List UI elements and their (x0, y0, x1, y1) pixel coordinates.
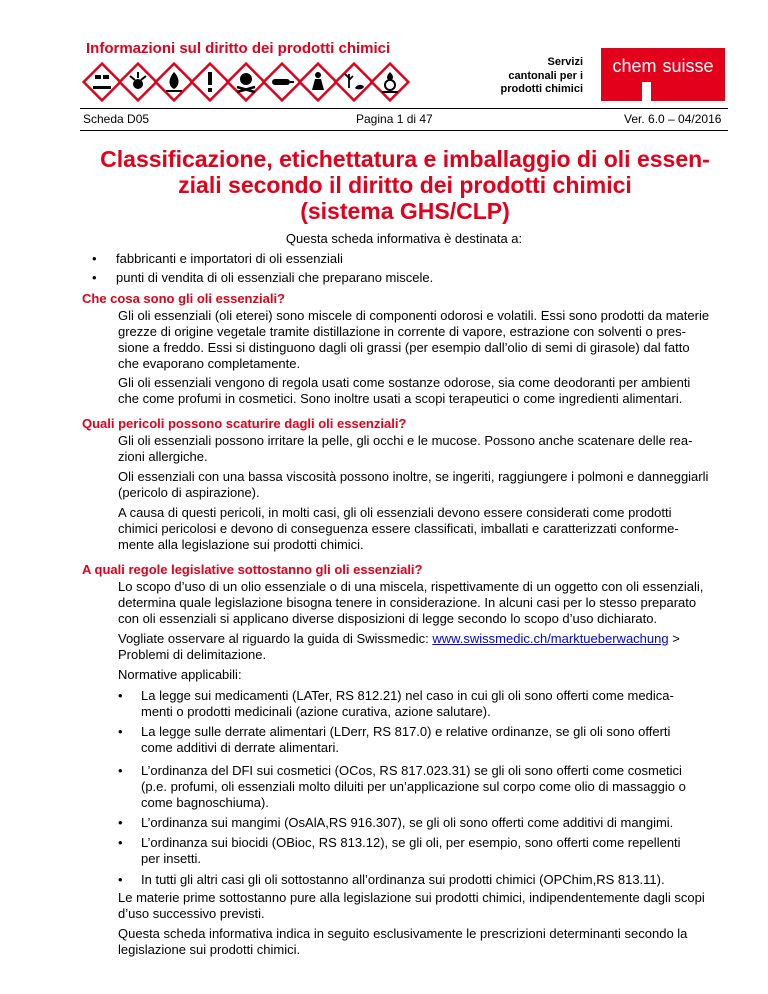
page-title: Classificazione, etichettatura e imballaggio di oli essen- ziali secondo il diritto dei prodotti chimici (sistema GHS/CLP) (100, 146, 710, 224)
version-label: Ver. 6.0 – 04/2016 (624, 112, 722, 126)
oxidizing-icon (372, 64, 409, 101)
health-hazard-icon (300, 64, 337, 101)
environment-icon (336, 64, 373, 101)
paragraph: Lo scopo d’uso di un olio essenziale o di una miscela, rispettivamente di un oggetto con oli essenziali, determina quale legislazione bisogna tenere in considerazione. In alcuni casi per lo stesso preparato con oli essenziali si applicano diverse disposizioni di legge secondo lo scopo d’uso dichiarato. (118, 579, 704, 626)
list-item: • L’ordinanza del DFI sui cosmetici (OCos, RS 817.023.31) se gli oli sono offerti come cosmetici (p.e. profumi, oli essenziali molto diluiti per un’applicazione sul corpo come olio di massaggio o come bagnoschiuma). (118, 763, 686, 810)
list-item: • L’ordinanza sui mangimi (OsAlA,RS 916.307), se gli oli sono offerti come additivi di mangimi. (118, 815, 674, 830)
cantonal-services-label: Servizi cantonali per i prodotti chimici (500, 56, 583, 95)
exclamation-icon (192, 64, 229, 101)
section-heading: Che cosa sono gli oli essenziali? (82, 291, 285, 306)
ghs-pictograms (82, 62, 432, 102)
list-item: • La legge sulle derrate alimentari (LDerr, RS 817.0) e relative ordinanze, se gli oli sono offerti come additivi di derrate alimentari. (118, 724, 671, 755)
list-item: • In tutti gli altri casi gli oli sottostanno all’ordinanza sui prodotti chimici (OPChim,RS 813.11). (118, 872, 665, 887)
paragraph: Oli essenziali con una bassa viscosità possono inoltre, se ingeriti, raggiungere i polmoni e danneggiarli (pericolo di aspirazione). (118, 469, 709, 500)
paragraph: A causa di questi pericoli, in molti casi, gli oli essenziali devono essere considerati come prodotti chimici pericolosi e devono di conseguenza essere classificati, imballati e caratterizzati conforme- mente alla legislazione sui prodotti chimici. (118, 505, 679, 552)
paragraph: Gli oli essenziali vengono di regola usati come sostanze odorose, sia come deodoranti per ambienti che come profumi in cosmetici. Sono inoltre usati a scopi terapeutici o come ingredienti alimentari. (118, 375, 691, 406)
section-heading: A quali regole legislative sottostanno gli oli essenziali? (82, 562, 423, 577)
section-heading: Quali pericoli possono scaturire dagli oli essenziali? (82, 416, 407, 431)
swissmedic-link[interactable]: www.swissmedic.ch/marktueberwachung (432, 631, 669, 646)
list-item: • La legge sui medicamenti (LATer, RS 812.21) nel caso in cui gli oli sono offerti come medica- menti o prodotti medicinali (azione curativa, azione salutare). (118, 688, 674, 719)
header-divider (80, 108, 728, 109)
gas-cylinder-icon (264, 64, 301, 101)
intro-text: Questa scheda informativa è destinata a: (285, 231, 523, 246)
chemsuisse-logo: chem suisse (601, 48, 725, 101)
paragraph: Le materie prime sottostanno pure alla legislazione sui prodotti chimici, indipendentemente dagli scopi d’uso successivo previsti. (118, 890, 705, 921)
flammable-icon (156, 64, 193, 101)
paragraph: Gli oli essenziali possono irritare la pelle, gli occhi e le mucose. Possono anche scatenare delle rea- zioni allergiche. (118, 433, 693, 464)
paragraph: Questa scheda informativa indica in seguito esclusivamente le prescrizioni determinanti secondo la legislazione sui prodotti chimici. (118, 926, 688, 957)
normative-label: Normative applicabili: (118, 667, 242, 682)
sheet-number: Scheda D05 (83, 112, 150, 126)
skull-icon (228, 64, 265, 101)
corrosion-icon (84, 64, 121, 101)
page-number: Pagina 1 di 47 (356, 112, 433, 126)
explosive-icon (120, 64, 157, 101)
paragraph: Gli oli essenziali (oli eterei) sono miscele di componenti odorosi e volatili. Essi sono prodotti da materie grezze di origine vegetale tramite distillazione in corrente di vapore, estrazione con solventi o pres- sione a freddo. Essi si distinguono dagli oli grassi (per esempio dall’olio di semi di girasole) dal fatto che evaporano completamente. (118, 308, 710, 371)
header-title: Informazioni sul diritto dei prodotti chimici (86, 40, 391, 57)
paragraph: Vogliate osservare al riguardo la guida di Swissmedic: www.swissmedic.ch/marktueberwachung > Problemi di delimitazione. (118, 631, 680, 662)
list-item: • L’ordinanza sui biocidi (OBioc, RS 813.12), se gli oli, per esempio, sono offerti come repellenti per insetti. (118, 835, 681, 866)
meta-divider (80, 130, 728, 131)
